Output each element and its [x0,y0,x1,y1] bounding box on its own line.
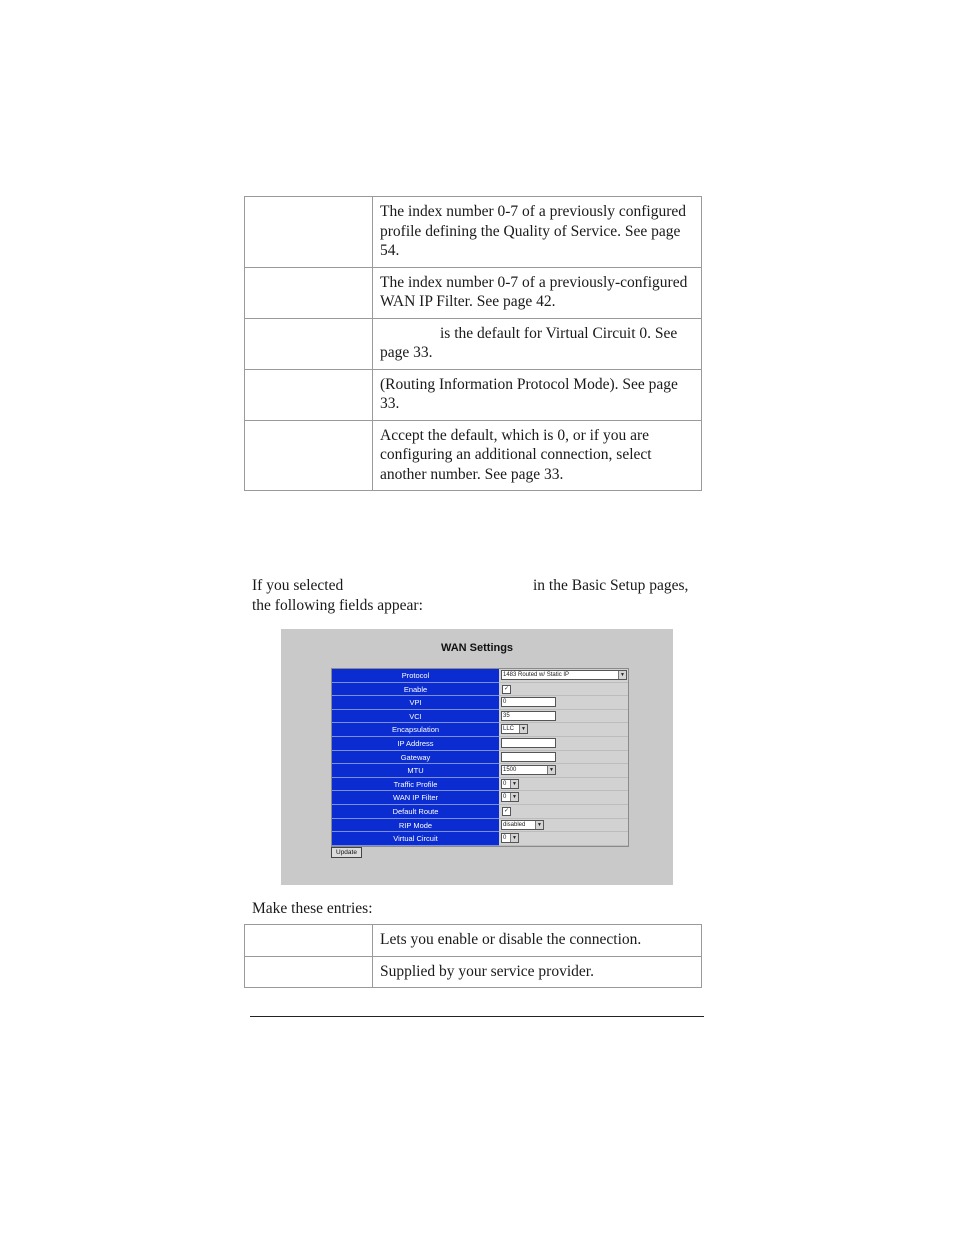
update-button[interactable]: Update [331,847,362,858]
field-label: Protocol [332,669,499,683]
definition-row [245,318,702,369]
form-row [332,791,628,805]
text-input[interactable] [501,738,556,748]
form-row [332,669,628,683]
chevron-down-icon[interactable]: ▼ [535,821,543,829]
field-label: VCI [332,710,499,724]
field-value-cell [499,696,628,710]
definition-description: Supplied by your service provider. [373,956,702,988]
field-value-cell [499,791,628,805]
field-value-cell [499,723,628,737]
wan-settings-title: WAN Settings [440,642,514,654]
definition-term [245,369,373,420]
field-value-cell [499,778,628,792]
control-value: 0 [503,835,507,842]
form-row [332,819,628,833]
form-row [332,710,628,724]
field-label: Enable [332,683,499,697]
field-value-cell [499,764,628,778]
text-input[interactable] [501,752,556,762]
dropdown-select[interactable] [501,670,627,680]
definition-term [245,420,373,491]
field-label: Default Route [332,805,499,819]
intro-paragraph [252,576,692,615]
definition-row [245,197,702,268]
definition-row [245,369,702,420]
definition-term [245,318,373,369]
chevron-down-icon[interactable]: ▼ [510,834,518,842]
field-label: Encapsulation [332,723,499,737]
entries-definition-table [244,924,702,988]
form-row [332,751,628,765]
field-label: Virtual Circuit [332,832,499,846]
definition-row [245,267,702,318]
form-row [332,764,628,778]
dropdown-select[interactable] [501,779,519,789]
checkbox[interactable]: ✓ [503,685,510,692]
definition-description: The index number 0-7 of a previously-configured WAN IP Filter. See page 42. [373,267,702,318]
make-entries-text: Make these entries: [252,900,373,917]
control-value: 0 [503,794,507,801]
chevron-down-icon[interactable]: ▼ [510,780,518,788]
definition-term [245,267,373,318]
field-label: IP Address [332,737,499,751]
definition-row [245,420,702,491]
form-row [332,696,628,710]
text-input[interactable] [501,697,556,707]
footer-rule [250,1016,704,1017]
definition-row [245,925,702,957]
field-label: Gateway [332,751,499,765]
control-value: 0 [503,699,507,706]
chevron-down-icon[interactable]: ▼ [618,671,626,679]
form-row [332,683,628,697]
field-value-cell [499,683,628,697]
definition-term [245,956,373,988]
dropdown-select[interactable] [501,724,528,734]
field-label: MTU [332,764,499,778]
form-row [332,805,628,819]
checkbox[interactable]: ✓ [503,807,510,814]
definition-description: The index number 0-7 of a previously configured profile defining the Quality of Service. See page 54. [373,197,702,268]
field-value-cell [499,805,628,819]
field-label: Traffic Profile [332,778,499,792]
intro-part-1: If you selected [252,577,344,594]
dropdown-select[interactable] [501,833,519,843]
definition-term [245,197,373,268]
text-input[interactable] [501,711,556,721]
control-value: 1500 [503,767,517,774]
form-row [332,737,628,751]
field-value-cell [499,819,628,833]
field-label: RIP Mode [332,819,499,833]
intro-part-2: in the Basic Setup pages, the following fields appear: [252,577,689,614]
dropdown-select[interactable] [501,765,556,775]
chevron-down-icon[interactable]: ▼ [547,766,555,774]
control-value: disabled [503,821,526,828]
dropdown-select[interactable] [501,820,544,830]
field-label: WAN IP Filter [332,791,499,805]
definition-description: (Routing Information Protocol Mode). See page 33. [373,369,702,420]
wan-settings-screenshot [281,629,673,885]
definition-description: Lets you enable or disable the connection. [373,925,702,957]
dropdown-select[interactable] [501,792,519,802]
field-value-cell [499,669,628,683]
control-value: 35 [503,712,510,719]
form-row [332,778,628,792]
wan-settings-form [331,668,629,847]
definition-term [245,925,373,957]
definition-description: Accept the default, which is 0, or if you are configuring an additional connection, select another number. See page 33. [373,420,702,491]
control-value: LLC [503,726,515,733]
chevron-down-icon[interactable]: ▼ [510,793,518,801]
description-text: is the default for Virtual Circuit 0. See page 33. [380,324,678,361]
field-value-cell [499,751,628,765]
qos-definition-table [244,196,702,491]
definition-row [245,956,702,988]
definition-description [373,318,702,369]
field-value-cell [499,737,628,751]
form-row [332,723,628,737]
control-value: 1483 Routed w/ Static IP [503,672,570,678]
form-row [332,832,628,846]
control-value: 0 [503,780,507,787]
chevron-down-icon[interactable]: ▼ [519,725,527,733]
field-label: VPI [332,696,499,710]
field-value-cell [499,710,628,724]
field-value-cell [499,832,628,846]
